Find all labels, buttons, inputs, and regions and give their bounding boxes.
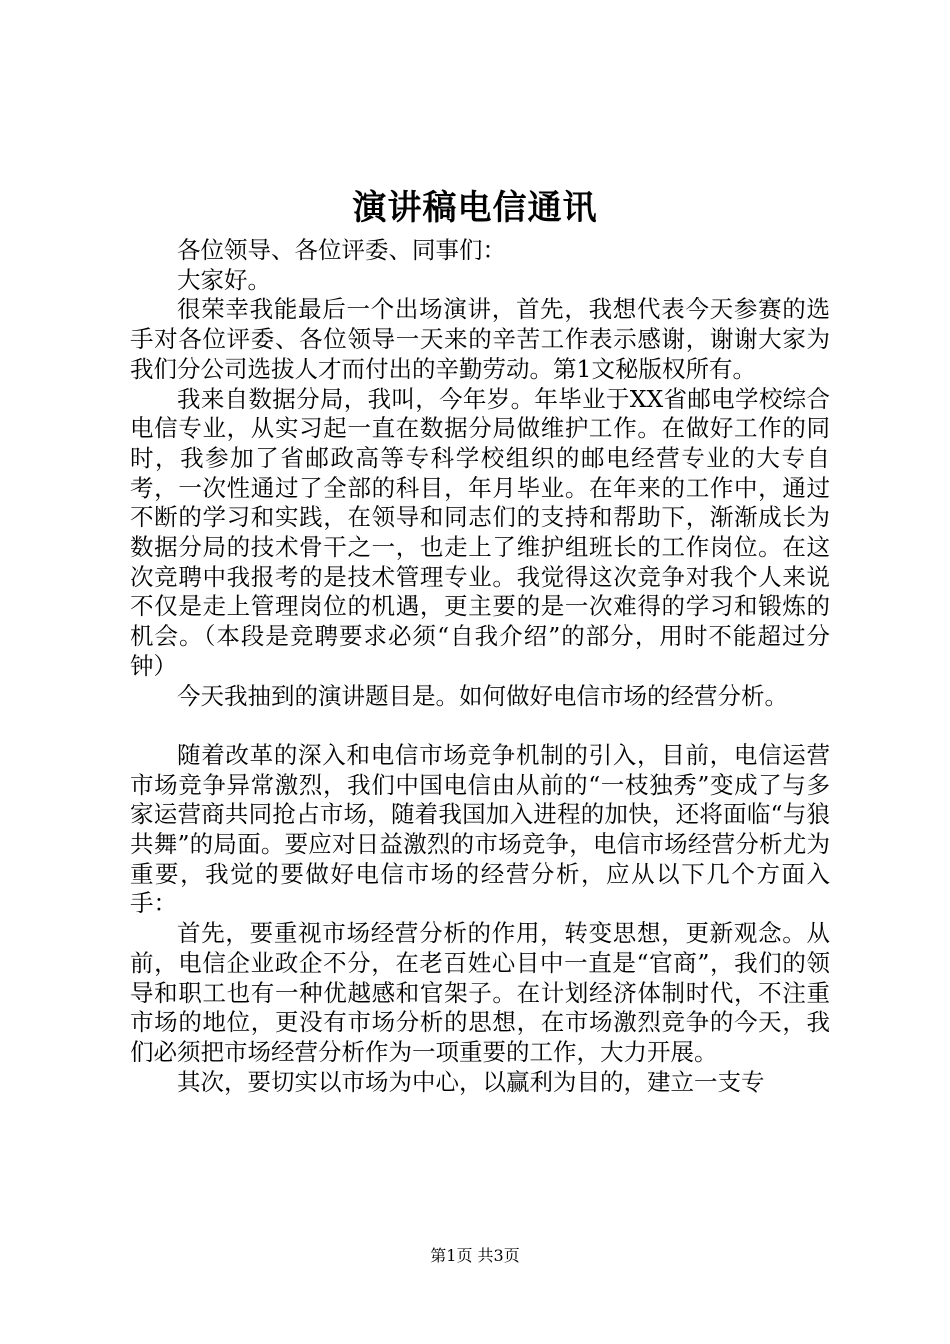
document-title: 演讲稿电信通讯 — [352, 188, 598, 228]
salutation: 各位领导、各位评委、同事们： — [177, 236, 506, 264]
paragraph-first-point: 首先，要重视市场经营分析的作用，转变思想，更新观念。从前，电信企业政企不分，在老百姓心目中一直是“官商”，我们的领导和职工也有一种优越感和官架子。在计划经济体制时代，不注重市场的地位，更没有市场分析的思想，在市场激烈竞争的今天，我们必须把市场经营分析作为一项重要的工作，大力开展。 — [130, 919, 830, 1066]
paragraph-self-introduction: 我来自数据分局，我叫，今年岁。年毕业于XX省邮电学校综合电信专业，从实习起一直在数据分局做维护工作。在做好工作的同时，我参加了省邮政高等专科学校组织的邮电经营专业的大专自考，一次性通过了全部的科目，年月毕业。在年来的工作中，通过不断的学习和实践，在领导和同志们的支持和帮助下，渐渐成长为数据分局的技术骨干之一，也走上了维护组班长的工作岗位。在这次竞聘中我报考的是技术管理专业。我觉得这次竞争对我个人来说不仅是走上管理岗位的机遇，更主要的是一次难得的学习和锻炼的机会。（本段是竞聘要求必须“自我介绍”的部分，用时不能超过分钟） — [130, 384, 830, 680]
document-body — [130, 236, 830, 1097]
paragraph-topic: 今天我抽到的演讲题目是。如何做好电信市场的经营分析。 — [177, 681, 788, 710]
greeting: 大家好。 — [177, 265, 271, 294]
paragraph-thanks: 很荣幸我能最后一个出场演讲，首先，我想代表今天参赛的选手对各位评委、各位领导一天来的辛苦工作表示感谢，谢谢大家为我们分公司选拔人才而付出的辛勤劳动。第1文秘版权所有。 — [130, 295, 830, 383]
page-footer: 第1页 共3页 — [430, 1246, 520, 1265]
paragraph-spacer — [130, 711, 830, 741]
paragraph-second-point: 其次，要切实以市场为中心，以赢利为目的，建立一支专 — [177, 1067, 765, 1096]
paragraph-background: 随着改革的深入和电信市场竞争机制的引入，目前，电信运营市场竞争异常激烈，我们中国电信由从前的“一枝独秀”变成了与多家运营商共同抢占市场，随着我国加入进程的加快，还将面临“与狼共舞”的局面。要应对日益激烈的市场竞争，电信市场经营分析尤为重要，我觉的要做好电信市场的经营分析，应从以下几个方面入手： — [130, 740, 830, 918]
